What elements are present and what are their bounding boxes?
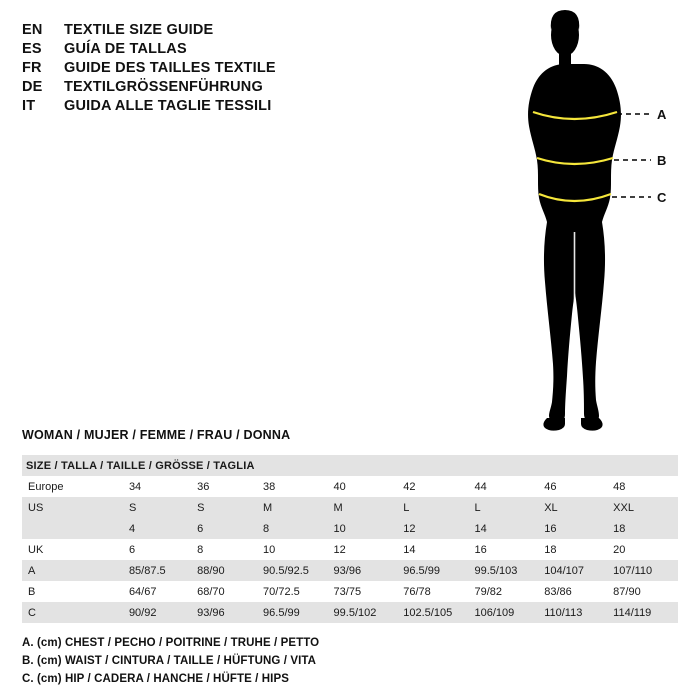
figure-area xyxy=(495,8,695,438)
cell: S xyxy=(128,501,137,514)
cell: 6 xyxy=(197,522,204,535)
footnote-a: A. (cm) CHEST / PECHO / POITRINE / TRUHE / PETTO xyxy=(22,637,320,649)
footnotes xyxy=(22,637,672,691)
title-lang-fr: FR xyxy=(22,60,42,76)
table-row xyxy=(22,539,678,560)
title-row xyxy=(22,22,492,38)
cell: 42 xyxy=(403,480,416,493)
footnote-b: B. (cm) WAIST / CINTURA / TAILLE / HÜFTUNG / VITA xyxy=(22,655,317,667)
cell: 6 xyxy=(128,543,136,556)
cell: 10 xyxy=(333,522,346,535)
cell: 88/90 xyxy=(197,564,225,577)
cell: 107/110 xyxy=(613,564,653,577)
cell: S xyxy=(197,501,205,514)
cell: 73/75 xyxy=(333,585,362,598)
cell: 102.5/105 xyxy=(403,606,453,619)
cell: 99.5/102 xyxy=(333,606,377,619)
cell: 12 xyxy=(333,543,346,556)
measure-label-c: C xyxy=(657,190,667,205)
row-label-europe: Europe xyxy=(28,480,64,493)
cell: 90.5/92.5 xyxy=(263,564,309,577)
table-row xyxy=(22,476,678,497)
cell: 104/107 xyxy=(544,564,584,577)
cell: 18 xyxy=(613,522,626,535)
title-text-es: GUÍA DE TALLAS xyxy=(64,41,187,57)
cell: 38 xyxy=(263,480,276,493)
cell: 36 xyxy=(197,480,210,493)
cell: 48 xyxy=(613,480,626,493)
cell: 12 xyxy=(403,522,416,535)
cell: 44 xyxy=(474,480,487,493)
cell: 93/96 xyxy=(197,606,225,619)
title-row xyxy=(22,60,492,76)
cell: 106/109 xyxy=(474,606,515,619)
title-block xyxy=(22,22,492,117)
cell: 18 xyxy=(544,543,557,556)
cell: 16 xyxy=(544,522,557,535)
cell: 96.5/99 xyxy=(403,564,440,577)
row-label-uk: UK xyxy=(28,543,44,556)
title-lang-it: IT xyxy=(22,98,36,114)
cell: 96.5/99 xyxy=(263,606,300,619)
cell: 46 xyxy=(544,480,557,493)
cell: 64/67 xyxy=(128,585,157,598)
title-row xyxy=(22,41,492,57)
cell: 10 xyxy=(263,543,276,556)
cell: 8 xyxy=(197,543,204,556)
table-row xyxy=(22,518,678,539)
cell: XXL xyxy=(613,501,634,514)
table-row xyxy=(22,560,678,581)
title-text-de: TEXTILGRÖSSENFÜHRUNG xyxy=(64,79,263,95)
cell: 20 xyxy=(613,543,626,556)
measure-label-a: A xyxy=(657,107,667,122)
cell: 40 xyxy=(333,480,346,493)
cell: 90/92 xyxy=(128,606,157,619)
cell: 70/72.5 xyxy=(263,585,300,598)
title-text-fr: GUIDE DES TAILLES TEXTILE xyxy=(64,60,276,76)
row-label-us: US xyxy=(28,501,44,514)
cell: 76/78 xyxy=(403,585,431,598)
cell: 83/86 xyxy=(544,585,572,598)
cell: XL xyxy=(544,501,558,514)
table-header-row xyxy=(22,455,678,476)
title-lang-es: ES xyxy=(22,41,42,57)
cell: 14 xyxy=(403,543,416,556)
title-row xyxy=(22,98,492,114)
woman-body-silhouette-icon xyxy=(495,8,695,438)
cell: 14 xyxy=(474,522,487,535)
table-header-label: SIZE / TALLA / TAILLE / GRÖSSE / TAGLIA xyxy=(26,459,255,472)
row-label-c: C xyxy=(28,606,36,619)
cell: L xyxy=(403,501,410,514)
cell: 93/96 xyxy=(333,564,362,577)
title-row xyxy=(22,79,492,95)
cell: 87/90 xyxy=(613,585,641,598)
cell: 8 xyxy=(263,522,270,535)
cell: 16 xyxy=(474,543,487,556)
cell: 85/87.5 xyxy=(128,564,166,577)
title-lang-en: EN xyxy=(22,22,43,38)
cell: 99.5/103 xyxy=(474,564,518,577)
cell: 114/119 xyxy=(613,606,652,619)
footnote-c: C. (cm) HIP / CADERA / HANCHE / HÜFTE / HIPS xyxy=(22,673,290,685)
section-heading-woman: WOMAN / MUJER / FEMME / FRAU / DONNA xyxy=(22,428,291,442)
measure-label-b: B xyxy=(657,153,667,168)
table-row xyxy=(22,602,678,623)
table-row xyxy=(22,497,678,518)
title-text-en: TEXTILE SIZE GUIDE xyxy=(64,22,214,38)
title-text-it: GUIDA ALLE TAGLIE TESSILI xyxy=(64,98,272,114)
table-row xyxy=(22,581,678,602)
cell: 4 xyxy=(128,522,136,535)
row-label-b: B xyxy=(28,585,36,598)
cell: 79/82 xyxy=(474,585,503,598)
row-label-a: A xyxy=(28,564,36,577)
cell: L xyxy=(474,501,481,514)
title-lang-de: DE xyxy=(22,79,43,95)
row-label-us-numeric xyxy=(22,518,125,539)
size-table xyxy=(22,455,678,623)
cell: 110/113 xyxy=(544,606,583,619)
cell: M xyxy=(263,501,273,514)
cell: 68/70 xyxy=(197,585,225,598)
cell: M xyxy=(333,501,343,514)
cell: 34 xyxy=(128,480,142,493)
